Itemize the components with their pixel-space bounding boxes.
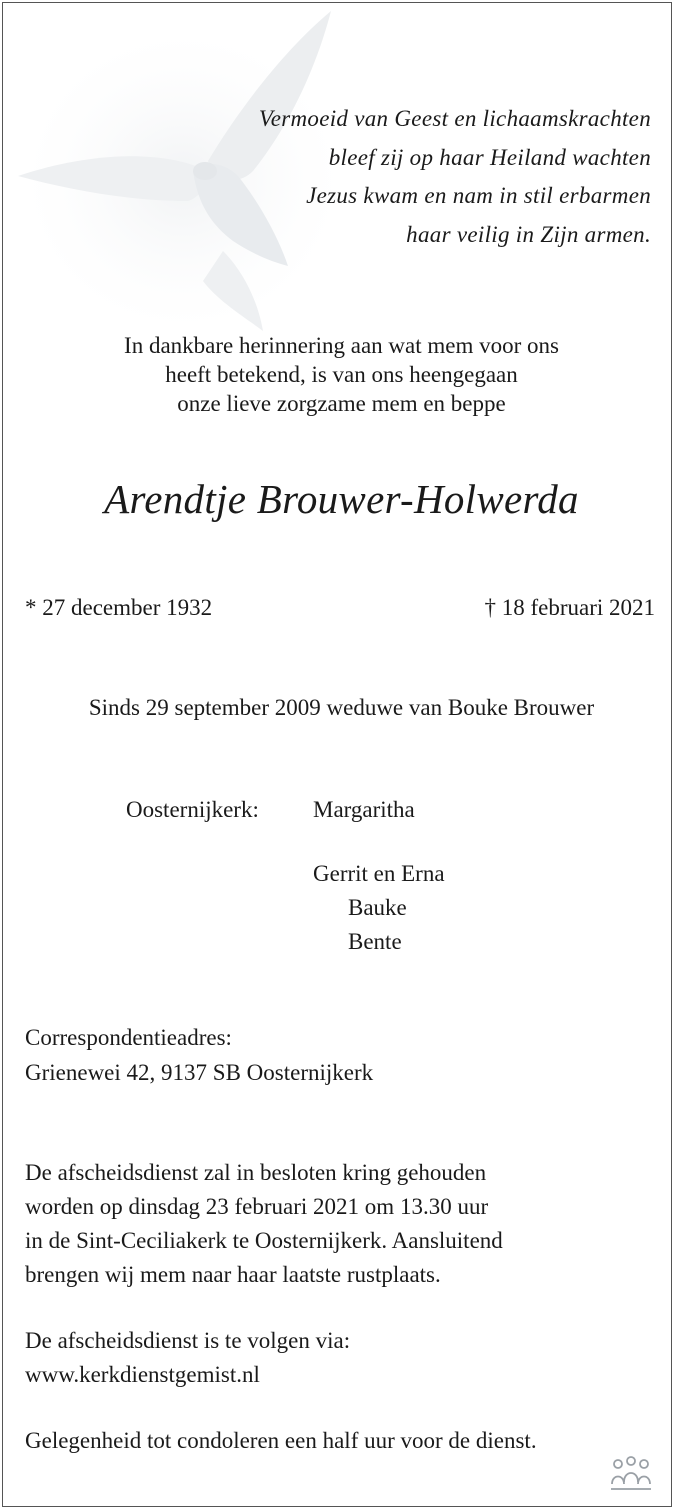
family-member: Gerrit en Erna (313, 861, 445, 886)
family-member: Margaritha (313, 797, 415, 822)
poem-line: Jezus kwam en nam in stil erbarmen (306, 183, 651, 208)
intro-line: In dankbare herinnering aan wat mem voor ons (124, 333, 559, 358)
intro-line: heeft betekend, is van ons heengegaan (165, 362, 518, 387)
stream-label: De afscheidsdienst is te volgen via: (25, 1328, 351, 1353)
correspondence-label: Correspondentieadres: (25, 1025, 232, 1050)
birth-date: * 27 december 1932 (25, 595, 213, 620)
condolence-line: Gelegenheid tot condoleren een half uur voor de dienst. (25, 1428, 537, 1453)
widow-line: Sinds 29 september 2009 weduwe van Bouke Brouwer (88, 695, 595, 720)
service-line: brengen wij mem naar haar laatste rustplaats. (25, 1262, 441, 1287)
obituary-card (2, 2, 672, 1507)
stream-url[interactable]: www.kerkdienstgemist.nl (25, 1362, 260, 1387)
correspondence-address: Grienewei 42, 9137 SB Oosternijkerk (25, 1060, 374, 1085)
family-member: Bauke (348, 895, 407, 920)
deceased-name: Arendtje Brouwer-Holwerda (104, 476, 579, 522)
poem (259, 100, 651, 254)
intro-text (3, 331, 677, 418)
service-line: in de Sint-Ceciliakerk te Oosternijkerk. Aansluitend (25, 1228, 503, 1253)
service-line: worden op dinsdag 23 februari 2021 om 13.30 uur (25, 1194, 489, 1219)
intro-line: onze lieve zorgzame mem en beppe (177, 391, 506, 416)
family-member: Bente (348, 929, 402, 954)
people-group-icon (609, 1454, 653, 1494)
service-line: De afscheidsdienst zal in besloten kring gehouden (25, 1160, 487, 1185)
poem-line: bleef zij op haar Heiland wachten (328, 144, 651, 170)
family-place: Oosternijkerk: (126, 797, 259, 822)
death-date: † 18 februari 2021 (484, 595, 655, 620)
poem-line: Vermoeid van Geest en lichaamskrachten (258, 106, 651, 131)
poem-line: haar veilig in Zijn armen. (406, 221, 651, 247)
